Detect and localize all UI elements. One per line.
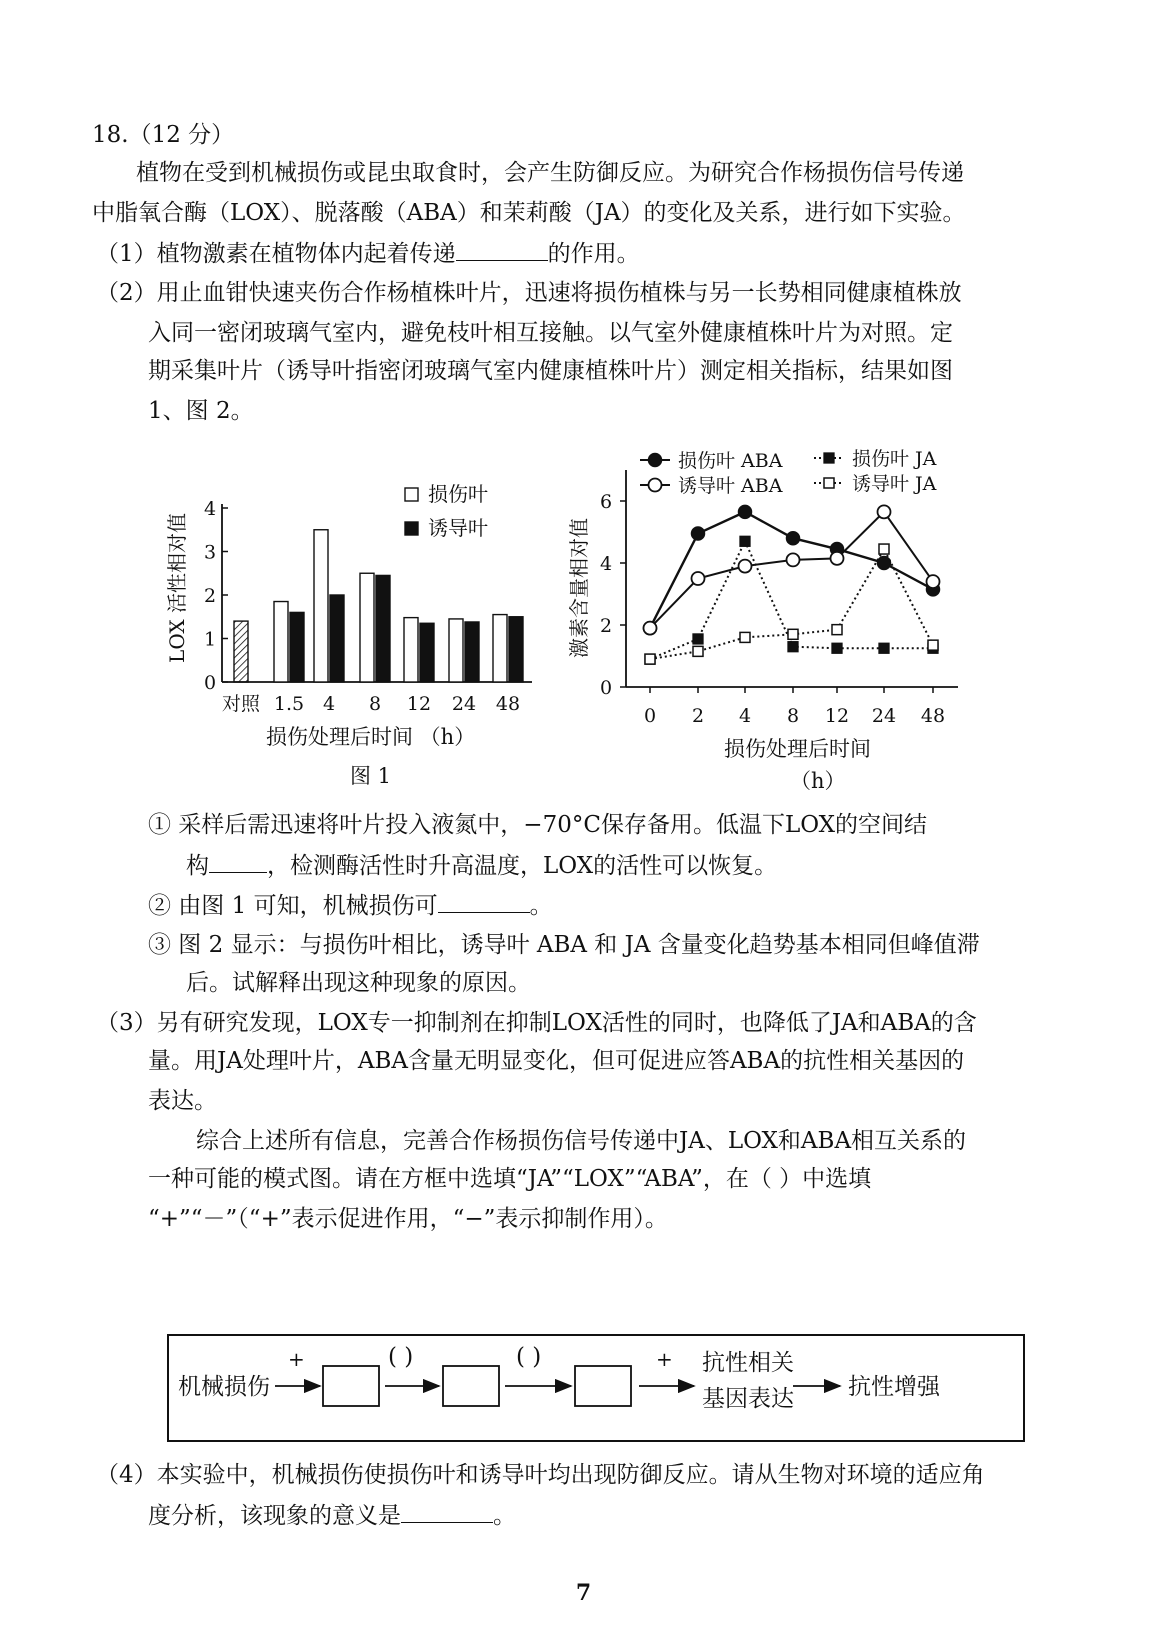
figure-1-x-tick-label: 1.5 — [273, 693, 305, 715]
figure-2-point-series-4 — [928, 640, 938, 650]
figure-1-bar-induced — [290, 612, 304, 682]
figure-1-x-tick-label: 12 — [406, 693, 432, 715]
figure-1-title: 图 1 — [350, 764, 392, 788]
figure-2-legend-marker-4 — [824, 478, 834, 488]
figure-2-legend-label-2: 诱导叶 ABA — [678, 475, 783, 497]
question-3-line-4: 综合上述所有信息，完善合作杨损伤信号传递中JA、LOX和ABA相互关系的 — [196, 1128, 967, 1154]
sub-question-1-line-1: ① 采样后需迅速将叶片投入液氮中，−70°C保存备用。低温下LOX的空间结 — [148, 812, 928, 838]
figure-2-point-series-4 — [693, 646, 703, 656]
figure-1-bar-induced — [465, 622, 479, 682]
figure-1-bar-induced — [330, 595, 344, 682]
sub1-text-b: ，检测酶活性时升高温度，LOX的活性可以恢复。 — [267, 853, 778, 879]
figure-2-x-tick-label: 8 — [786, 705, 800, 727]
q4-text-b: 。 — [493, 1503, 516, 1529]
figure-1-y-tick-label: 3 — [203, 541, 217, 564]
figure-2-point-series-4 — [788, 629, 798, 639]
figure-1-bar-damaged — [404, 618, 418, 682]
figure-2-point-series-4 — [740, 632, 750, 642]
figure-2-point-series-1 — [787, 532, 800, 545]
sub-question-3-line-1: ③ 图 2 显示：与损伤叶相比，诱导叶 ABA 和 JA 含量变化趋势基本相同但峰值滞 — [148, 932, 980, 958]
flow-plus-sign-1: + — [288, 1347, 305, 1371]
figure-2-point-series-2 — [644, 622, 657, 635]
answer-box-3[interactable] — [575, 1366, 631, 1406]
figure-1-bar-damaged — [360, 573, 374, 682]
figure-2-legend-marker-3 — [824, 453, 834, 463]
figure-2-x-tick-label: 48 — [920, 705, 946, 727]
question-1 — [96, 238, 640, 269]
figure-1-x-tick-label: 8 — [368, 693, 382, 715]
flow-gene-label-1: 抗性相关 — [702, 1350, 794, 1376]
figure-1-x-tick-label: 对照 — [221, 693, 261, 715]
sub-question-1-line-2 — [186, 850, 777, 881]
figure-1-x-tick-label: 24 — [451, 693, 477, 715]
figure-1-bar-control — [234, 621, 248, 682]
question-3-line-1: （3）另有研究发现，LOX专一抑制剂在抑制LOX活性的同时，也降低了JA和ABA的含 — [96, 1010, 977, 1036]
figure-2-x-tick-label: 4 — [738, 705, 752, 727]
figure-1-y-axis-label: LOX 活性相对值 — [165, 513, 189, 663]
figure-2-point-series-3 — [879, 643, 889, 653]
figure-2-point-series-1 — [692, 527, 705, 540]
figure-2-point-series-3 — [740, 536, 750, 546]
figure-1-bar-induced — [420, 623, 434, 682]
figure-2-x-tick-label: 2 — [691, 705, 705, 727]
figure-1-y-tick-label: 1 — [203, 628, 217, 651]
figure-2-y-axis-label: 激素含量相对值 — [567, 518, 591, 658]
figure-2-point-series-4 — [879, 544, 889, 554]
figure-1-legend-label-damaged: 损伤叶 — [428, 482, 488, 506]
figure-1-bar-damaged — [274, 602, 288, 682]
figure-2-point-series-4 — [645, 654, 655, 664]
figure-2-point-series-3 — [693, 634, 703, 644]
page-number: 7 — [575, 1580, 592, 1606]
figure-2-point-series-1 — [878, 557, 891, 570]
figure-2-y-tick-label: 4 — [599, 553, 613, 575]
question-header: 18.（12 分） — [92, 122, 235, 148]
figure-1-x-tick-label: 4 — [322, 693, 336, 715]
intro-line-1: 植物在受到机械损伤或昆虫取食时，会产生防御反应。为研究合作杨损伤信号传递 — [136, 160, 964, 186]
figure-2-point-series-2 — [787, 553, 800, 566]
figure-2-point-series-3 — [788, 642, 798, 652]
figure-1-bar-induced — [509, 617, 523, 682]
figure-2-y-tick-label: 2 — [599, 615, 613, 637]
sub2-text-b: 。 — [529, 893, 553, 919]
answer-box-1[interactable] — [323, 1366, 379, 1406]
figure-2-y-tick-label: 6 — [599, 491, 613, 513]
answer-blank-q4[interactable] — [401, 1500, 493, 1523]
question-3-line-5: 一种可能的模式图。请在方框中选填“JA”“LOX”“ABA”，在（ ）中选填 — [148, 1166, 872, 1192]
figure-1-bar-induced — [376, 575, 390, 682]
figure-2-y-tick-label: 0 — [599, 677, 613, 699]
figure-1-x-axis-label: 损伤处理后时间 （h） — [266, 725, 476, 749]
question-3-line-6: “+”“－”（“+”表示促进作用，“−”表示抑制作用）。 — [148, 1206, 668, 1232]
figure-1-bar-damaged — [314, 530, 328, 682]
figure-2-point-series-4 — [832, 625, 842, 635]
figure-1-legend-swatch-induced — [405, 522, 418, 535]
figure-2-x-axis-label: 损伤处理后时间 — [724, 737, 871, 761]
question-2-line-2: 入同一密闭玻璃气室内，避免枝叶相互接触。以气室外健康植株叶片为对照。定 — [148, 320, 953, 346]
flow-paren-blank-2[interactable]: ( ) — [516, 1344, 542, 1370]
flow-start-label: 机械损伤 — [178, 1374, 270, 1400]
flow-plus-sign-2: + — [656, 1347, 673, 1371]
figure-1-legend-swatch-damaged — [405, 488, 418, 501]
q4-text-a: 度分析，该现象的意义是 — [148, 1503, 401, 1529]
figure-2-point-series-2 — [927, 575, 940, 588]
figure-2-legend-marker-2 — [649, 479, 662, 492]
figure-2-point-series-2 — [692, 572, 705, 585]
answer-blank-sub2[interactable] — [438, 890, 530, 913]
figure-2-legend-label-1: 损伤叶 ABA — [678, 450, 783, 472]
figure-2-legend-marker-1 — [649, 454, 662, 467]
question-2-line-1: （2）用止血钳快速夹伤合作杨植株叶片，迅速将损伤植株与另一长势相同健康植株放 — [96, 280, 962, 306]
figure-2-point-series-1 — [739, 505, 752, 518]
sub-question-2 — [148, 890, 553, 921]
question-4-line-1: （4）本实验中，机械损伤使损伤叶和诱导叶均出现防御反应。请从生物对环境的适应角 — [96, 1462, 985, 1488]
figure-2-point-series-2 — [739, 560, 752, 573]
figure-1-x-tick-label: 48 — [495, 693, 521, 715]
sub-question-3-line-2: 后。试解释出现这种现象的原因。 — [186, 970, 531, 996]
answer-blank-sub1[interactable] — [209, 850, 267, 873]
q1-text-a: （1）植物激素在植物体内起着传递 — [96, 241, 456, 267]
figure-1-legend-label-induced: 诱导叶 — [428, 516, 488, 540]
figure-2-legend-label-4: 诱导叶 JA — [852, 473, 937, 495]
figure-2-point-series-2 — [878, 505, 891, 518]
figure-1-bar-damaged — [493, 615, 507, 682]
sub1-text-a: 构 — [186, 853, 209, 879]
figure-1-bar-damaged — [449, 619, 463, 682]
figure-1-y-tick-label: 2 — [203, 585, 217, 607]
answer-blank-q1[interactable] — [456, 238, 548, 261]
flow-paren-blank-1[interactable]: ( ) — [388, 1344, 414, 1370]
intro-line-2: 中脂氧合酶（LOX）、脱落酸（ABA）和茉莉酸（JA）的变化及关系，进行如下实验。 — [92, 200, 966, 226]
question-4-line-2 — [148, 1500, 516, 1531]
question-2-line-3: 期采集叶片（诱导叶指密闭玻璃气室内健康植株叶片）测定相关指标，结果如图 — [148, 358, 953, 384]
answer-box-2[interactable] — [443, 1366, 499, 1406]
figure-2-point-series-3 — [832, 643, 842, 653]
sub2-text-a: ② 由图 1 可知，机械损伤可 — [148, 893, 438, 919]
flow-end-label: 抗性增强 — [848, 1374, 940, 1400]
figure-1-y-tick-label: 4 — [203, 498, 217, 520]
figure-1-bar-chart — [160, 470, 560, 750]
question-3-line-3: 表达。 — [148, 1088, 217, 1114]
figure-2-x-tick-label: 24 — [871, 705, 897, 727]
figure-2-x-tick-label: 12 — [824, 705, 850, 727]
question-2-line-4: 1、图 2。 — [148, 398, 254, 424]
flow-gene-label-2: 基因表达 — [702, 1386, 794, 1412]
figure-2-x-tick-label: 0 — [643, 705, 657, 727]
figure-2-legend-label-3: 损伤叶 JA — [852, 448, 937, 470]
question-3-line-2: 量。用JA处理叶片，ABA含量无明显变化，但可促进应答ABA的抗性相关基因的 — [148, 1048, 965, 1074]
figure-2-point-series-2 — [831, 552, 844, 565]
figure-1-y-tick-label: 0 — [203, 672, 217, 694]
figure-2-line-chart — [560, 440, 1010, 740]
q1-text-b: 的作用。 — [547, 241, 640, 267]
figure-2-x-axis-unit: （h） — [790, 769, 846, 793]
